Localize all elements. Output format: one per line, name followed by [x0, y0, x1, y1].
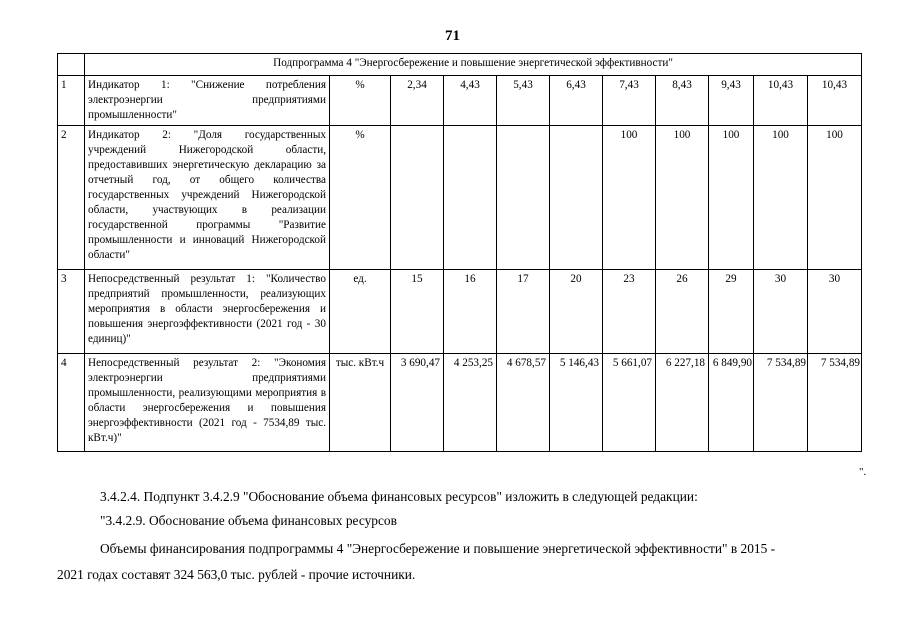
value-cell: 20	[550, 270, 603, 354]
value-cell: 17	[497, 270, 550, 354]
value-cell: 7,43	[603, 76, 656, 126]
value-cell: 26	[656, 270, 709, 354]
row-number: 3	[58, 270, 85, 354]
value-cell: 100	[808, 126, 862, 270]
indicator-text: Непосредственный результат 1: "Количество предприятий промышленности, реализующих мероприятия в области энергосбережения и повышения энергоэффективности (2021 год - 30 единиц)"	[85, 270, 330, 354]
value-cell	[550, 126, 603, 270]
table-row	[58, 270, 862, 354]
row-number: 4	[58, 354, 85, 452]
value-cell: 10,43	[754, 76, 808, 126]
row-number: 1	[58, 76, 85, 126]
value-cell: 29	[709, 270, 754, 354]
value-cell: 6,43	[550, 76, 603, 126]
page-number: 71	[445, 28, 460, 44]
paragraph-section-title: "3.4.2.9. Обоснование объема финансовых ресурсов	[100, 513, 397, 528]
value-cell: 100	[656, 126, 709, 270]
value-cell: 100	[754, 126, 808, 270]
value-cell: 5 661,07	[603, 354, 656, 452]
table-row	[58, 354, 862, 452]
indicator-text: Индикатор 2: "Доля государственных учреждений Нижегородской области, предоставивших энергетическую декларацию за отчетный год, от общего количества государственных учреждений Нижегородской области, участвующих в реализации государственной программы "Развитие промышленности и инноваций Нижегородской области"	[85, 126, 330, 270]
subprogram-header: Подпрограмма 4 "Энергосбережение и повышение энергетической эффективности"	[85, 54, 862, 76]
value-cell: 4 253,25	[444, 354, 497, 452]
value-cell: 8,43	[656, 76, 709, 126]
paragraph-funding-line2: 2021 годах составят 324 563,0 тыс. рублей - прочие источники.	[57, 567, 416, 582]
paragraph-funding-line1: Объемы финансирования подпрограммы 4 "Энергосбережение и повышение энергетической эффективности" в 2015 -	[100, 541, 776, 556]
value-cell: 15	[391, 270, 444, 354]
table-row	[58, 76, 862, 126]
value-cell: 6 849,90	[709, 354, 754, 452]
table-row	[58, 126, 862, 270]
value-cell: 4 678,57	[497, 354, 550, 452]
value-cell: 7 534,89	[754, 354, 808, 452]
value-cell: 16	[444, 270, 497, 354]
value-cell: 100	[709, 126, 754, 270]
unit-cell: %	[330, 126, 391, 270]
unit-cell: ед.	[330, 270, 391, 354]
value-cell: 10,43	[808, 76, 862, 126]
value-cell: 5,43	[497, 76, 550, 126]
paragraph-amendment: 3.4.2.4. Подпункт 3.4.2.9 "Обоснование объема финансовых ресурсов" изложить в следующей редакции:	[100, 489, 698, 504]
value-cell: 30	[754, 270, 808, 354]
value-cell	[497, 126, 550, 270]
value-cell	[391, 126, 444, 270]
indicator-text: Непосредственный результат 2: "Экономия электроэнергии предприятиями промышленности, реализующими мероприятия в области энергосбережения и повышения энергоэффективности (2021 год - 7534,89 тыс. кВт.ч)"	[85, 354, 330, 452]
value-cell: 30	[808, 270, 862, 354]
indicator-text: Индикатор 1: "Снижение потребления электроэнергии предприятиями промышленности"	[85, 76, 330, 126]
unit-cell: тыс. кВт.ч	[330, 354, 391, 452]
value-cell: 4,43	[444, 76, 497, 126]
value-cell: 2,34	[391, 76, 444, 126]
value-cell: 6 227,18	[656, 354, 709, 452]
row-number: 2	[58, 126, 85, 270]
value-cell: 3 690,47	[391, 354, 444, 452]
indicators-table	[57, 53, 862, 452]
value-cell: 100	[603, 126, 656, 270]
value-cell: 23	[603, 270, 656, 354]
value-cell	[444, 126, 497, 270]
value-cell: 9,43	[709, 76, 754, 126]
table-header-row	[58, 54, 862, 76]
unit-cell: %	[330, 76, 391, 126]
value-cell: 7 534,89	[808, 354, 862, 452]
closing-quote-mark: ".	[859, 466, 867, 478]
value-cell: 5 146,43	[550, 354, 603, 452]
